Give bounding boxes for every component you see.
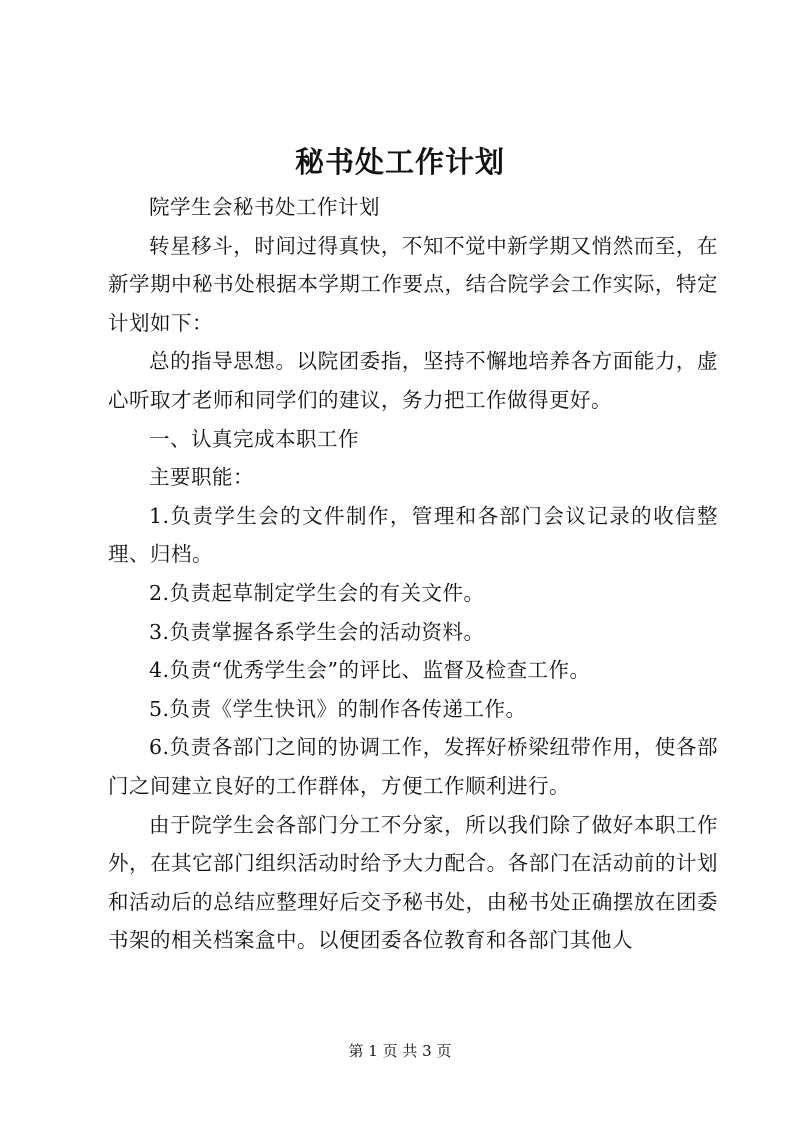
list-item: 4.负责“优秀学生会”的评比、监督及检查工作。 [149,658,591,683]
section-heading: 一、认真完成本职工作 [149,426,359,451]
document-title: 秘书处工作计划 [294,145,505,179]
paragraph-cooperation: 由于院学生会各部门分工不分家，所以我们除了做好本职工作外，在其它部门组织活动时给予大力配合。各部门在活动前的计划和活动后的总结应整理好后交予秘书处，由秘书处正确摆放在团委书架的相关档案盒中。以便团委各位教育和各部门其他人 [108,812,718,953]
paragraph-guiding-idea: 总的指导思想。以院团委指，坚持不懈地培养各方面能力，虚心听取才老师和同学们的建议，务力把工作做得更好。 [108,349,718,412]
list-item: 1.负责学生会的文件制作，管理和各部门会议记录的收信整理、归档。 [108,503,718,567]
list-item: 5.负责《学生快讯》的制作各传递工作。 [149,696,527,721]
document-body [108,188,718,960]
list-item: 6.负责各部门之间的协调工作，发挥好桥梁纽带作用，使各部门之间建立良好的工作群体，方便工作顺利进行。 [108,735,718,798]
paragraph-subtitle: 院学生会秘书处工作计划 [149,195,380,219]
list-item: 2.负责起草制定学生会的有关文件。 [149,580,485,605]
list-item: 3.负责掌握各系学生会的活动资料。 [149,619,485,644]
page-number-footer: 第 1 页 共 3 页 [348,1042,452,1060]
paragraph-main-functions-label: 主要职能： [149,465,254,490]
paragraph-intro: 转星移斗，时间过得真快，不知不觉中新学期又悄然而至，在新学期中秘书处根据本学期工作要点，结合院学会工作实际，特定计划如下： [108,233,718,335]
